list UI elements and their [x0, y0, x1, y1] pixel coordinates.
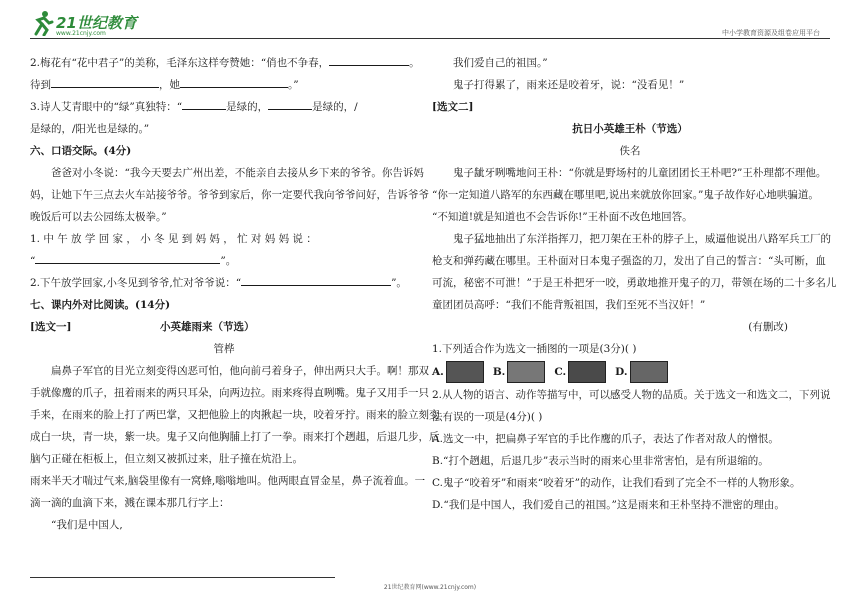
selection-1-author: 管桦 [213, 343, 235, 355]
logo-runner-icon [30, 10, 54, 36]
option-b[interactable]: B. [493, 361, 546, 383]
selection-2-line: 童团团员高呼：“我们不能背叛祖国，我们至死不当汉奸！” [432, 299, 706, 311]
question-2-line-1: 2.梅花有“花中君子”的美称，毛泽东这样夸赞她：“俏也不争春， 。 [30, 52, 418, 74]
question-2-option-c: C.鬼子“咬着牙”和雨来“咬着牙”的动作，让我们看到了完全不一样的人物形象。 [432, 477, 801, 489]
question-2-line-1: 2.从人物的语言、动作等描写中，可以感受人物的品质。关于选文一和选文二，下列说 [432, 389, 831, 401]
answer-blank[interactable] [35, 251, 220, 264]
selection-1-line: 手就像鹰的爪子，扭着雨来的两只耳朵，向两边拉。雨来疼得直咧嘴。鬼子又用手一只 [30, 387, 429, 399]
selection-1-line: 脑勺正碰在柜板上，但立刻又被抓过来，肚子撞在炕沿上。 [30, 453, 303, 465]
option-a[interactable]: A. [432, 361, 484, 383]
selection-2-line: 鬼子猛地抽出了东洋指挥刀，把刀架在王朴的脖子上，威逼他说出八路军兵工厂的 [453, 233, 831, 245]
footer-text: 21世纪教育网(www.21cnjy.com) [383, 584, 477, 591]
illustration-d-image [630, 361, 668, 383]
selection-1-line: 滴一滴的血滴下来，溅在课本那几行字上： [30, 497, 230, 509]
question-1: 1.下列适合作为选文一插图的一项是(3分)( ) [432, 343, 637, 355]
section-6-question-1: 1. 中 午 放 学 回 家 ， 小 冬 见 到 妈 妈 ， 忙 对 妈 妈 说 ： [30, 233, 317, 245]
footer-divider [30, 577, 335, 578]
question-2-line-2: 法有误的一项是(4分)( ) [432, 411, 543, 423]
question-2-option-a: A.选文一中，把扁鼻子军官的手比作鹰的爪子，表达了作者对敌人的憎恨。 [432, 433, 779, 445]
header-divider [30, 38, 830, 39]
right-column [432, 52, 837, 516]
question-2-option-b: B.“打个趔趄，后退几步”表示当时的雨来心里非常害怕，是有所退缩的。 [432, 455, 769, 467]
question-2-line-2: 待到 ，她 。” [30, 74, 418, 96]
selection-2-tag: [选文二] [432, 101, 474, 113]
selection-1-line: 扁鼻子军官的目光立刻变得凶恶可怕，他向前弓着身子，伸出两只大手。啊！那双 [51, 365, 429, 377]
selection-1-title: 小英雄雨来（节选） [160, 321, 255, 333]
section-6-heading: 六、口语交际。(4分) [30, 145, 132, 157]
selection-1-title-row [30, 316, 418, 338]
logo-text: 21世纪教育 [56, 14, 137, 32]
section-6-paragraph-line: 爸爸对小冬说：“我今天要去广州出差，不能亲自去接从乡下来的爷爷。你告诉妈 [51, 167, 424, 179]
selection-2-line: 可流，秘密不可泄！”于是王朴把牙一咬，勇敢地推开鬼子的刀，带领在场的二十多名儿 [432, 277, 837, 289]
selection-2-line: “不知道!就是知道也不会告诉你!”王朴面不改色地回答。 [432, 211, 693, 223]
answer-blank[interactable] [329, 53, 409, 66]
section-6-paragraph-line: 晚饭后可以去公园练太极拳。” [30, 211, 167, 223]
selection-2-line: “你一定知道八路军的东西藏在哪里吧,说出来就放你回家。”鬼子故作好心地哄骗道。 [432, 189, 819, 201]
selection-2-line: 鬼子龇牙咧嘴地问王朴：“你就是野场村的儿童团团长王朴吧?”王朴理都不理他。 [453, 167, 827, 179]
section-6-paragraph-line: 妈，让她下午三点去火车站接爷爷。爷爷到家后，你一定要代我向爷爷问好，告诉爷爷 [30, 189, 429, 201]
answer-blank[interactable] [241, 273, 391, 286]
selection-1-line: 成白一块，青一块，紫一块。鬼子又向他胸脯上打了一拳。雨来打个趔趄，后退几步，后 [30, 431, 440, 443]
selection-1-line: 手来，在雨来的脸上打了两巴掌，又把他脸上的肉揪起一块，咬着牙拧。雨来的脸立刻变 [30, 409, 440, 421]
option-c[interactable]: C. [554, 361, 606, 383]
answer-blank[interactable] [268, 97, 312, 110]
left-column [30, 52, 440, 536]
section-7-heading: 七、课内外对比阅读。(14分) [30, 299, 171, 311]
logo [30, 10, 160, 40]
question-3-line-2: 是绿的，/阳光也是绿的。” [30, 123, 150, 135]
selection-1-line: 雨来半天才喘过气来,脑袋里像有一窝蜂,嗡嗡地叫。他两眼直冒金星，鼻子流着血。一 [30, 475, 426, 487]
question-1-options [432, 360, 828, 384]
selection-2-author: 佚名 [619, 145, 641, 157]
illustration-b-image [507, 361, 545, 383]
section-6-question-2: 2.下午放学回家,小冬见到爷爷,忙对爷爷说：“ ”。 [30, 272, 418, 294]
selection-1-tag: [选文一] [30, 321, 72, 333]
selection-1-continued: 我们爱自己的祖国。” [453, 57, 548, 69]
selection-2-title: 抗日小英雄王朴（节选） [572, 123, 688, 135]
question-2-option-d: D.“我们是中国人，我们爱自己的祖国。”这是雨来和王朴坚持不泄密的理由。 [432, 499, 785, 511]
answer-blank[interactable] [51, 75, 159, 88]
selection-2-line: 枪支和弹药藏在哪里。王朴面对日本鬼子强盗的刀，发出了自己的誓言：“头可断，血 [432, 255, 826, 267]
answer-blank[interactable] [182, 97, 226, 110]
illustration-a-image [446, 361, 484, 383]
option-d[interactable]: D. [615, 361, 667, 383]
selection-2-note: (有删改) [748, 321, 788, 333]
illustration-c-image [568, 361, 606, 383]
selection-1-continued: 鬼子打得累了，雨来还是咬着牙，说：“没看见！” [453, 79, 685, 91]
question-3-line-1: 3.诗人艾青眼中的“绿”真独特：“ 是绿的， 是绿的，/ [30, 96, 418, 118]
selection-1-line: “我们是中国人, [51, 519, 123, 531]
answer-blank[interactable] [180, 75, 288, 88]
section-6-question-1-answer: “ ”。 [30, 250, 418, 272]
header-platform-text: 中小学教育资源及组卷应用平台 [722, 29, 820, 37]
logo-subtext: www.21cnjy.com [56, 30, 106, 37]
